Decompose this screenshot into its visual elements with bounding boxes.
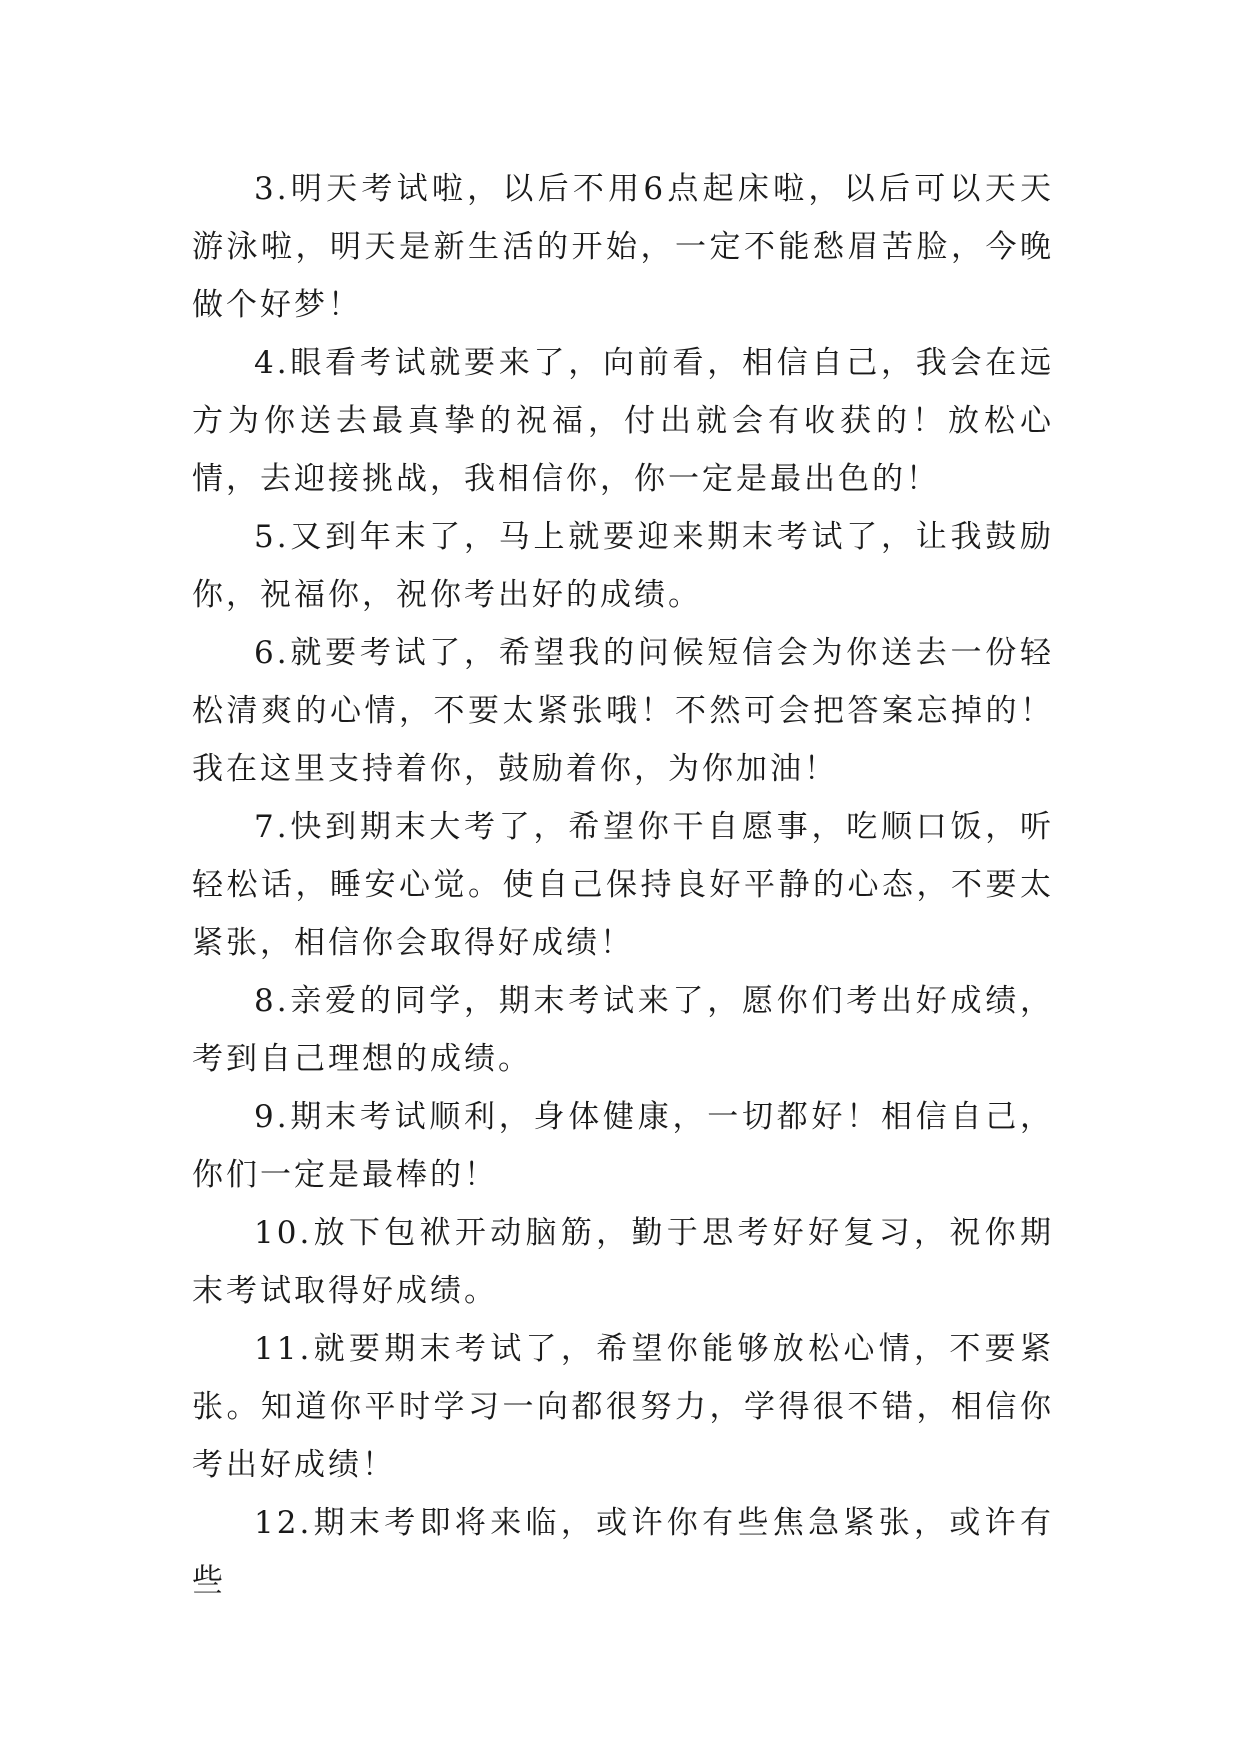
paragraph-7: 7.快到期末大考了，希望你干自愿事，吃顺口饭，听轻松话，睡安心觉。使自己保持良好平静的心态，不要太紧张，相信你会取得好成绩！ bbox=[192, 809, 1054, 961]
paragraph-3: 3.明天考试啦，以后不用6点起床啦，以后可以天天游泳啦，明天是新生活的开始，一定不能愁眉苦脸，今晚做个好梦！ bbox=[192, 171, 1054, 323]
paragraph-10: 10.放下包袱开动脑筋，勤于思考好好复习，祝你期末考试取得好成绩。 bbox=[192, 1215, 1054, 1309]
paragraph-6: 6.就要考试了，希望我的问候短信会为你送去一份轻松清爽的心情，不要太紧张哦！不然可会把答案忘掉的！我在这里支持着你，鼓励着你，为你加油！ bbox=[192, 635, 1054, 787]
paragraph-9: 9.期末考试顺利，身体健康，一切都好！相信自己，你们一定是最棒的！ bbox=[192, 1099, 1054, 1193]
paragraph-8: 8.亲爱的同学，期末考试来了，愿你们考出好成绩，考到自己理想的成绩。 bbox=[192, 983, 1054, 1077]
paragraph-5: 5.又到年末了，马上就要迎来期末考试了，让我鼓励你，祝福你，祝你考出好的成绩。 bbox=[192, 519, 1054, 613]
paragraph-11: 11.就要期末考试了，希望你能够放松心情，不要紧张。知道你平时学习一向都很努力，学得很不错，相信你考出好成绩！ bbox=[192, 1331, 1054, 1483]
paragraph-12: 12.期末考即将来临，或许你有些焦急紧张，或许有些 bbox=[192, 1505, 1054, 1599]
document-body bbox=[192, 160, 1054, 1610]
paragraph-4: 4.眼看考试就要来了，向前看，相信自己，我会在远方为你送去最真挚的祝福，付出就会有收获的！放松心情，去迎接挑战，我相信你，你一定是最出色的！ bbox=[192, 345, 1054, 497]
